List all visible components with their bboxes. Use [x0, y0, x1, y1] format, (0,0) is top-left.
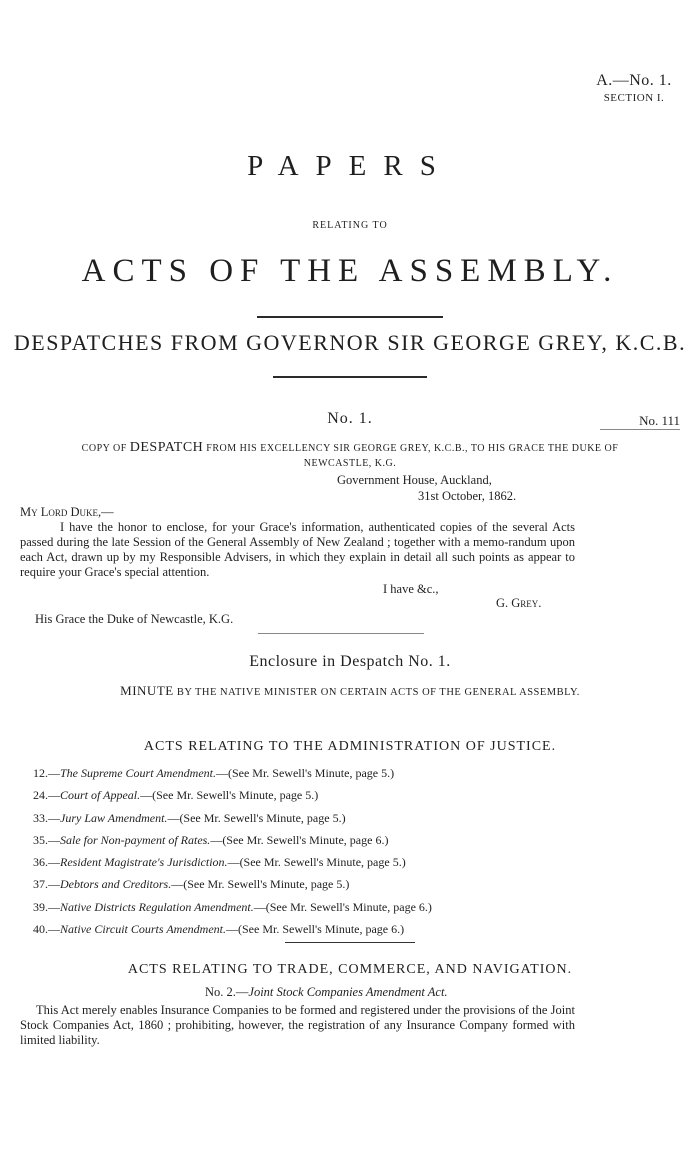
despatch-number: No. 1. — [327, 410, 373, 427]
trade-sub-title: Joint Stock Companies Amendment Act. — [248, 985, 448, 999]
item-number: 12.— — [33, 766, 60, 780]
copy-rest-line1: FROM HIS EXCELLENCY SIR GEORGE GREY, K.C.B., TO HIS GRACE THE DUKE OF — [206, 443, 619, 454]
item-title: The Supreme Court Amendment. — [60, 766, 216, 780]
item-number: 35.— — [33, 832, 60, 847]
divider — [258, 633, 424, 634]
signature: G. Grey. — [496, 596, 542, 610]
trade-heading: ACTS RELATING TO TRADE, COMMERCE, AND NAVIGATION. — [127, 962, 573, 977]
despatch-body: I have the honor to enclose, for your Grace's information, authenticated copies of the several Acts passed during the late Session of the General Assembly of New Zealand ; together with a memo-randum upon each Act, drawn up by my Responsible Advisers, in which they explain in detail all such points as appear to require your Grace's special attention. — [20, 520, 575, 579]
trade-subheading — [205, 985, 448, 1000]
despatch-heading — [20, 440, 680, 471]
trade-body: This Act merely enables Insurance Companies to be formed and registered under the provisions of the Joint Stock Companies Act, 1860 ; prohibiting, however, the registration of any Insurance Company formed with limited liability. — [20, 1003, 575, 1047]
margin-number: No. 111 — [600, 413, 680, 430]
divider — [257, 316, 443, 318]
minute-rest: BY THE NATIVE MINISTER ON CERTAIN ACTS OF THE GENERAL ASSEMBLY. — [176, 687, 580, 698]
title-relating-to: RELATING TO — [312, 220, 388, 231]
list-item — [33, 918, 593, 940]
item-note: —(See Mr. Sewell's Minute, page 5.) — [140, 788, 319, 803]
item-note: —(See Mr. Sewell's Minute, page 5.) — [171, 877, 350, 892]
item-note: —(See Mr. Sewell's Minute, page 5.) — [227, 855, 406, 870]
title-papers: PAPERS — [247, 150, 453, 182]
copy-rest-line2: NEWCASTLE, K.G. — [303, 458, 397, 469]
item-number: 40.— — [33, 922, 60, 937]
reference-number: A.—No. 1. — [596, 72, 672, 89]
trade-sub-number: No. 2.— — [205, 985, 249, 999]
list-item — [33, 807, 593, 829]
item-title: Jury Law Amendment. — [60, 810, 168, 825]
copy-word: DESPATCH — [129, 440, 204, 455]
list-item — [33, 896, 593, 918]
item-title: Court of Appeal. — [60, 788, 141, 803]
item-title: Resident Magistrate's Jurisdiction. — [60, 855, 228, 870]
item-number: 33.— — [33, 810, 60, 825]
item-note: —(See Mr. Sewell's Minute, page 6.) — [210, 832, 389, 847]
item-note: —(See Mr. Sewell's Minute, page 6.) — [253, 899, 432, 914]
item-note: —(See Mr. Sewell's Minute, page 5.) — [167, 810, 346, 825]
item-note: —(See Mr. Sewell's Minute, page 5.) — [215, 766, 395, 780]
closing: I have &c., — [383, 582, 439, 596]
list-item — [33, 829, 593, 851]
salutation: My Lord Duke,— — [20, 505, 114, 519]
item-note: —(See Mr. Sewell's Minute, page 6.) — [226, 922, 405, 937]
list-item — [33, 873, 593, 895]
justice-heading: ACTS RELATING TO THE ADMINISTRATION OF JUSTICE. — [143, 739, 557, 754]
justice-list — [33, 762, 593, 940]
minute-word: MINUTE — [120, 683, 174, 698]
date: 31st October, 1862. — [418, 489, 517, 503]
minute-heading — [20, 683, 680, 699]
item-number: 39.— — [33, 899, 60, 914]
title-acts-of-assembly: ACTS OF THE ASSEMBLY. — [81, 253, 619, 289]
reference-section: SECTION I. — [603, 92, 665, 104]
list-item — [33, 851, 593, 873]
item-number: 36.— — [33, 855, 60, 870]
item-title: Debtors and Creditors. — [60, 877, 172, 892]
addressee: His Grace the Duke of Newcastle, K.G. — [35, 612, 234, 626]
item-number: 24.— — [33, 788, 60, 803]
enclosure-title: Enclosure in Despatch No. 1. — [249, 653, 451, 670]
item-title: Native Circuit Courts Amendment. — [60, 922, 226, 937]
divider — [273, 376, 427, 378]
item-title: Sale for Non-payment of Rates. — [60, 832, 211, 847]
document-reference — [578, 72, 690, 104]
item-number: 37.— — [33, 877, 60, 892]
address: Government House, Auckland, — [337, 473, 492, 487]
divider — [285, 942, 415, 943]
item-title: Native Districts Regulation Amendment. — [60, 899, 254, 914]
title-despatches: DESPATCHES FROM GOVERNOR SIR GEORGE GREY, K.C.B. — [13, 330, 687, 355]
list-item — [33, 784, 593, 806]
list-item — [33, 762, 593, 784]
copy-prefix: COPY OF — [81, 443, 127, 454]
